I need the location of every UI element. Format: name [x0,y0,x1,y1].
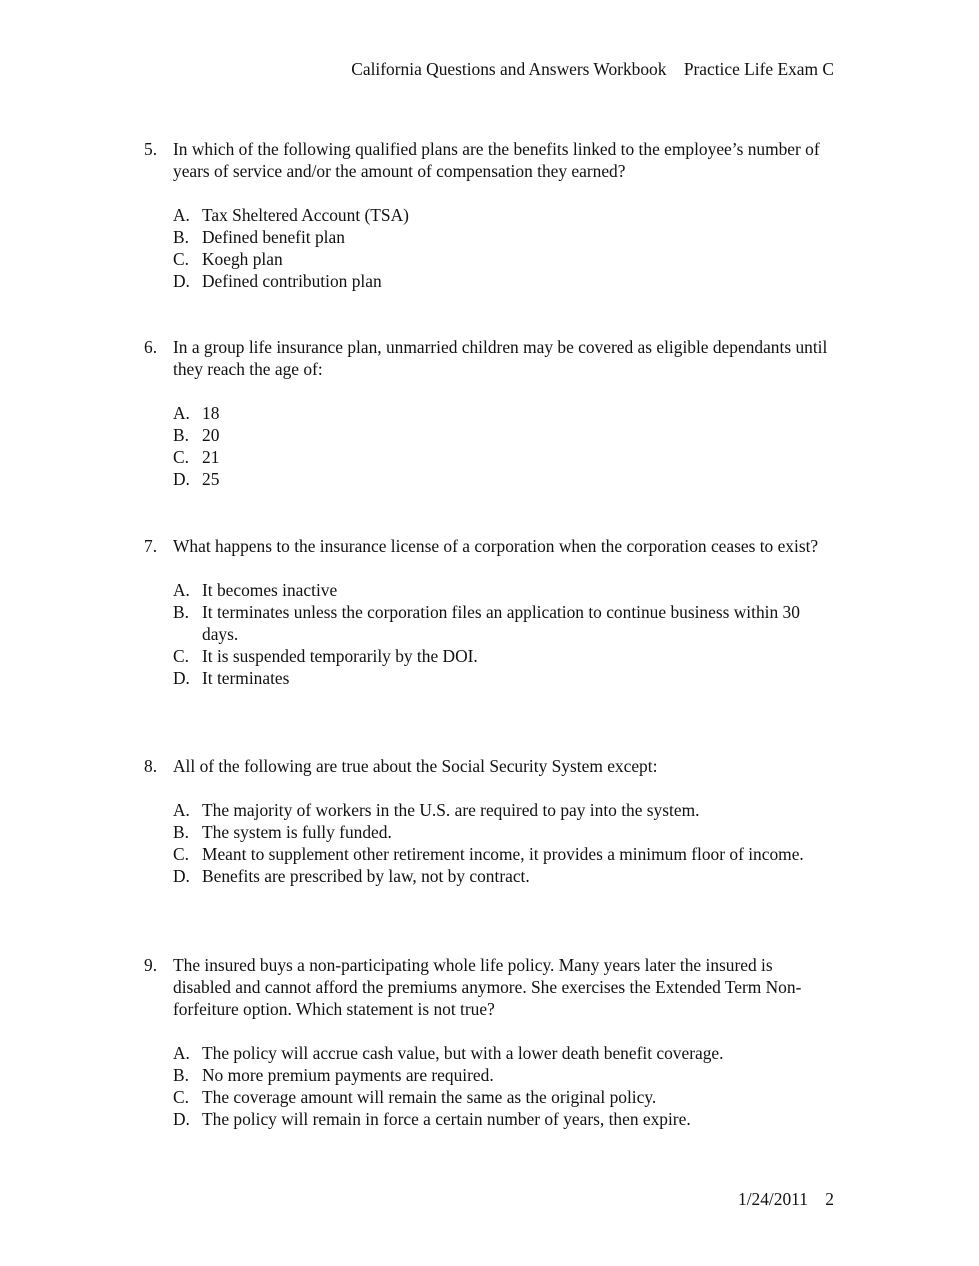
question-number: 5. [144,139,158,159]
question-7 [144,535,834,689]
page-footer [738,1188,834,1210]
option-letter: C. [173,1087,189,1107]
option-c [173,1086,834,1108]
option-c [173,843,834,865]
option-letter: A. [173,580,190,600]
option-letter: C. [173,447,189,467]
option-text: It terminates unless the corporation files an application to continue business within 30 days. [202,602,800,644]
question-text: What happens to the insurance license of a corporation when the corporation ceases to exist? [173,536,819,556]
option-letter: C. [173,844,189,864]
option-d [173,270,834,292]
option-letter: A. [173,403,190,423]
option-text: 18 [202,403,220,423]
option-text: The coverage amount will remain the same as the original policy. [202,1087,657,1107]
option-text: It is suspended temporarily by the DOI. [202,646,478,666]
question-number: 8. [144,756,158,776]
option-letter: D. [173,668,190,688]
question-text: All of the following are true about the Social Security System except: [173,756,658,776]
option-text: Defined contribution plan [202,271,382,291]
option-b [173,601,834,645]
option-list [173,402,834,490]
option-d [173,865,834,887]
exam-title: Practice Life Exam C [683,59,834,79]
option-letter: A. [173,1043,190,1063]
option-a [173,1042,834,1064]
question-8 [144,755,834,887]
option-text: Koegh plan [202,249,283,269]
option-text: Meant to supplement other retirement income, it provides a minimum floor of income. [202,844,804,864]
option-list [173,1042,834,1130]
option-letter: B. [173,602,189,622]
option-b [173,226,834,248]
workbook-title: California Questions and Answers Workbook [351,59,667,79]
option-list [173,579,834,689]
question-number: 9. [144,955,158,975]
option-a [173,204,834,226]
option-text: 25 [202,469,220,489]
option-a [173,799,834,821]
option-text: No more premium payments are required. [202,1065,494,1085]
question-number: 6. [144,337,158,357]
option-letter: C. [173,646,189,666]
option-letter: D. [173,271,190,291]
question-text: In which of the following qualified plans are the benefits linked to the employee’s number of years of service and/or the amount of compensation they earned? [173,139,820,181]
option-b [173,424,834,446]
option-c [173,446,834,468]
option-letter: D. [173,469,190,489]
option-text: Benefits are prescribed by law, not by contract. [202,866,530,886]
option-d [173,667,834,689]
option-letter: D. [173,866,190,886]
option-a [173,579,834,601]
option-text: The system is fully funded. [202,822,392,842]
option-text: It becomes inactive [202,580,338,600]
option-c [173,248,834,270]
option-d [173,468,834,490]
option-c [173,645,834,667]
option-list [173,204,834,292]
option-text: The policy will accrue cash value, but with a lower death benefit coverage. [202,1043,724,1063]
page-number: 2 [825,1189,834,1209]
question-5 [144,138,834,292]
page-header [351,58,834,80]
option-letter: B. [173,822,189,842]
option-text: 21 [202,447,220,467]
option-b [173,821,834,843]
option-letter: A. [173,205,190,225]
option-letter: D. [173,1109,190,1129]
question-text: The insured buys a non-participating whole life policy. Many years later the insured is disabled and cannot afford the premiums anymore. She exercises the Extended Term Non-forfeiture option. Which statement is not true? [173,955,802,1019]
option-letter: B. [173,227,189,247]
question-6 [144,336,834,490]
option-a [173,402,834,424]
option-letter: B. [173,1065,189,1085]
question-9 [144,954,834,1130]
option-text: It terminates [202,668,290,688]
option-text: The majority of workers in the U.S. are required to pay into the system. [202,800,700,820]
option-text: The policy will remain in force a certain number of years, then expire. [202,1109,691,1129]
option-text: Tax Sheltered Account (TSA) [202,205,409,225]
option-letter: C. [173,249,189,269]
question-number: 7. [144,536,158,556]
option-d [173,1108,834,1130]
question-text: In a group life insurance plan, unmarried children may be covered as eligible dependants until they reach the age of: [173,337,828,379]
option-b [173,1064,834,1086]
option-list [173,799,834,887]
footer-date: 1/24/2011 [738,1189,808,1209]
option-text: 20 [202,425,220,445]
option-letter: B. [173,425,189,445]
option-text: Defined benefit plan [202,227,345,247]
option-letter: A. [173,800,190,820]
